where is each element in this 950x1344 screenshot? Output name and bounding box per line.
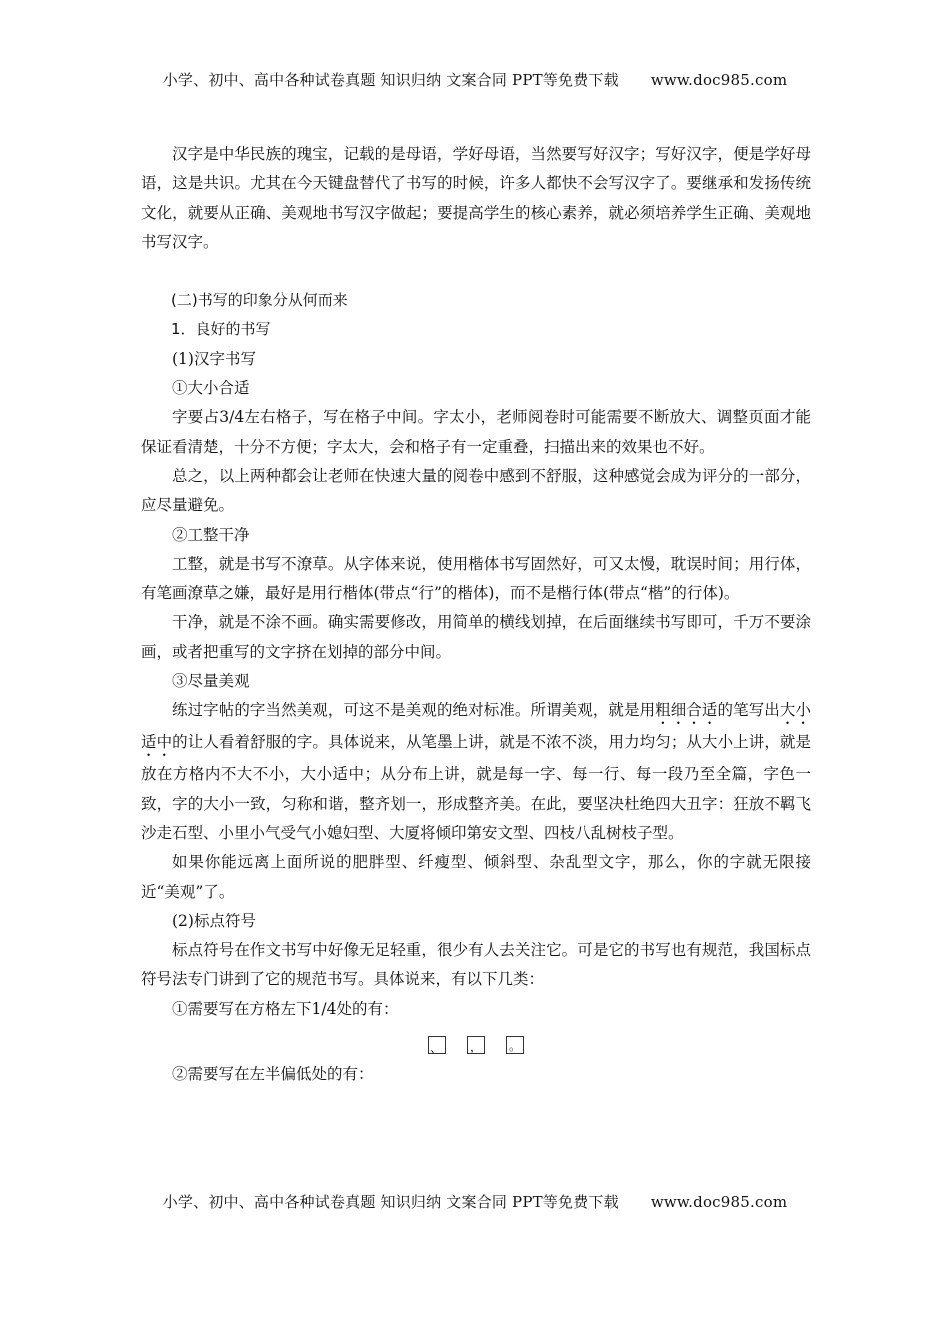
footer-text: 小学、初中、高中各种试卷真题 知识归纳 文案合同 PPT等免费下载 xyxy=(162,1193,619,1211)
item-size: ①大小合适 xyxy=(172,379,250,398)
subheading-hanzi-writing: (1)汉字书写 xyxy=(172,349,256,368)
paragraph-size: 字要占3/4左右格子，写在格子中间。字太小，老师阅卷时可能需要不断放大、调整页面才能保证看清楚，十分不方便；字太大，会和格子有一定重叠，扫描出来的效果也不好。 xyxy=(141,408,811,456)
intro-paragraph: 汉字是中华民族的瑰宝，记载的是母语，学好母语，当然要写好汉字；写好汉字，便是学好母语，这是共识。尤其在今天键盘替代了书写的时候，许多人都快不会写汉字了。要继承和发扬传统文化，就要从正确、美观地书写汉字做起；要提高学生的核心素养，就必须培养学生正确、美观地书写汉字。 xyxy=(141,145,811,251)
grid-box-dunhao xyxy=(428,1036,446,1054)
paragraph-conclusion: 如果你能远离上面所说的肥胖型、纤瘦型、倾斜型、杂乱型文字，那么，你的字就无限接近“美观”了。 xyxy=(141,853,811,901)
paragraph-neat: 工整，就是书写不潦草。从字体来说，使用楷体书写固然好，可又太慢，耽误时间；用行体，有笔画潦草之嫌，最好是用行楷体(带点“行”的楷体)，而不是楷行体(带点“楷”的行体)。 xyxy=(141,554,811,603)
item-left-low: ②需要写在左半偏低处的有： xyxy=(172,1065,374,1084)
item-lower-left: ①需要写在方格左下1/4处的有： xyxy=(172,999,399,1018)
punctuation-mark: 、 xyxy=(430,1041,443,1056)
paragraph-summary: 总之，以上两种都会让老师在快速大量的阅卷中感到不舒服，这种感觉会成为评分的一部分，应尽量避免。 xyxy=(141,466,811,515)
emphasis-text: 大小适中 xyxy=(141,701,811,752)
text-run: 的让人看着舒服的字。具体说来，从笔墨上讲，就是不浓不淡，用力均匀；从大小上讲，就是放在方格内不大不小，大小适中；从分布上讲，就是每一字、每一行、每一段乃至全篇，字色一致，字的大小一致，匀称和谐，整齐划一，形成整齐美。在此，要坚决杜绝四大丑字：狂放不羁飞沙走石型、小里小气受气小媳妇型、大厦将倾印第安文型、四枝八乱树枝子型。 xyxy=(141,733,811,842)
document-body xyxy=(141,140,811,1089)
item-beauty: ③尽量美观 xyxy=(172,672,250,691)
punctuation-examples xyxy=(141,1030,811,1058)
paragraph-beauty xyxy=(141,696,811,848)
section-heading: (二)书写的印象分从何而来 xyxy=(171,291,348,310)
text-run: 的笔写出 xyxy=(717,701,780,720)
page-header xyxy=(0,69,950,90)
page-footer xyxy=(0,1191,950,1212)
subheading-punctuation: (2)标点符号 xyxy=(172,911,256,930)
paragraph-punctuation: 标点符号在作文书写中好像无足轻重，很少有人去关注它。可是它的书写也有规范，我国标点符号法专门讲到了它的规范书写。具体说来，有以下几类： xyxy=(141,941,811,989)
footer-url: www.doc985.com xyxy=(650,1193,788,1211)
emphasis-text: 粗细合适 xyxy=(655,701,718,720)
punctuation-mark: ， xyxy=(470,1040,483,1055)
text-run: 练过字帖的字当然美观，可这不是美观的绝对标准。所谓美观，就是用 xyxy=(172,701,656,720)
punctuation-mark: 。 xyxy=(508,1039,521,1054)
grid-box-period xyxy=(506,1036,524,1054)
subheading-good-writing: 1．良好的书写 xyxy=(171,320,271,339)
paragraph-clean: 干净，就是不涂不画。确实需要修改，用简单的横线划掉，在后面继续书写即可，千万不要涂画，或者把重写的文字挤在划掉的部分中间。 xyxy=(141,613,811,661)
grid-box-comma xyxy=(467,1036,485,1054)
item-neat: ②工整干净 xyxy=(172,525,250,544)
header-text: 小学、初中、高中各种试卷真题 知识归纳 文案合同 PPT等免费下载 xyxy=(162,71,619,89)
header-url: www.doc985.com xyxy=(650,71,788,89)
